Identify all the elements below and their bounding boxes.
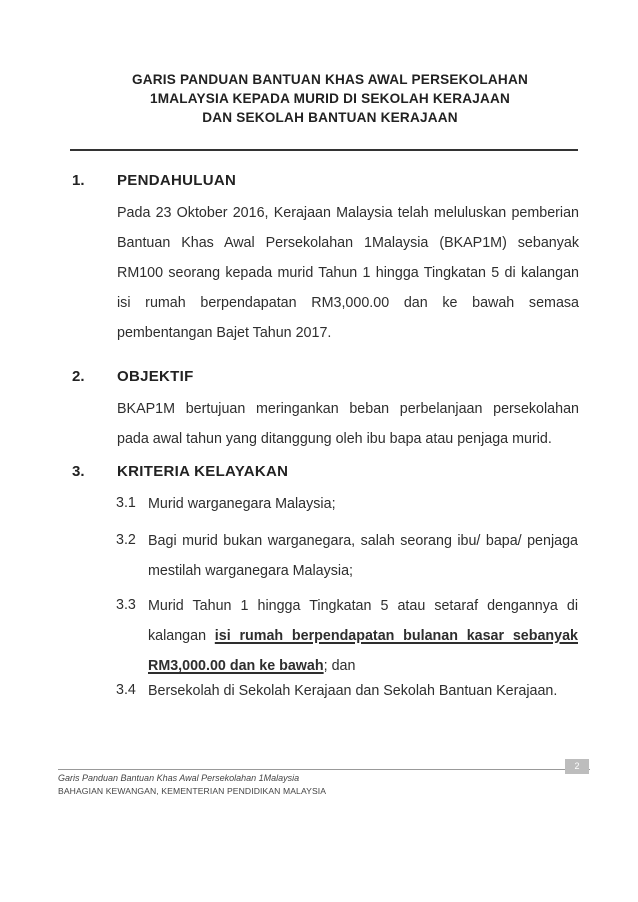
item-3-3-text xyxy=(148,591,578,681)
item-3-4-text: Bersekolah di Sekolah Kerajaan dan Sekolah Bantuan Kerajaan. xyxy=(148,683,558,699)
footer-divider xyxy=(58,769,590,770)
section-1-paragraph: Pada 23 Oktober 2016, Kerajaan Malaysia telah meluluskan pemberian Bantuan Khas Awal Persekolahan 1Malaysia (BKAP1M) sebanyak RM100 seorang kepada murid Tahun 1 hingga Tingkatan 5 di kalangan isi rumah berpendapatan RM3,000.00 dan ke bawah semasa pembentangan Bajet Tahun 2017. xyxy=(117,205,579,341)
section-3-heading: KRITERIA KELAYAKAN xyxy=(117,463,289,480)
item-3-4-number: 3.4 xyxy=(116,682,136,698)
footer-document-title: Garis Panduan Bantuan Khas Awal Persekolahan 1Malaysia xyxy=(58,773,300,783)
item-3-3-text-end: ; dan xyxy=(323,658,356,674)
item-3-1-number: 3.1 xyxy=(116,495,136,511)
page-number-badge: 2 xyxy=(565,759,589,774)
document-title xyxy=(60,70,600,127)
title-line-3: DAN SEKOLAH BANTUAN KERAJAAN xyxy=(202,110,458,125)
section-2-paragraph: BKAP1M bertujuan meringankan beban perbelanjaan persekolahan pada awal tahun yang ditanggung oleh ibu bapa atau penjaga murid. xyxy=(117,401,579,447)
section-1-heading: PENDAHULUAN xyxy=(117,172,237,189)
income-criterion-emphasis: isi rumah berpendapatan bulanan kasar sebanyak RM3,000.00 dan ke bawah xyxy=(148,628,578,674)
section-2-heading: OBJEKTIF xyxy=(117,368,194,385)
title-line-1: GARIS PANDUAN BANTUAN KHAS AWAL PERSEKOLAHAN xyxy=(132,72,528,87)
section-2-number: 2. xyxy=(72,368,85,385)
footer-organisation: BAHAGIAN KEWANGAN, KEMENTERIAN PENDIDIKAN MALAYSIA xyxy=(58,786,327,796)
item-3-1-text: Murid warganegara Malaysia; xyxy=(148,496,336,512)
section-1-number: 1. xyxy=(72,172,85,189)
item-3-3-number: 3.3 xyxy=(116,597,136,613)
title-divider xyxy=(70,149,578,151)
item-3-2-text: Bagi murid bukan warganegara, salah seorang ibu/ bapa/ penjaga mestilah warganegara Malaysia; xyxy=(148,533,578,579)
section-3-number: 3. xyxy=(72,463,85,480)
item-3-2-number: 3.2 xyxy=(116,532,136,548)
item-3-3-text-start: Murid Tahun 1 hingga Tingkatan 5 atau setaraf dengannya di kalangan xyxy=(148,598,578,644)
title-line-2: 1MALAYSIA KEPADA MURID DI SEKOLAH KERAJAAN xyxy=(149,91,511,106)
